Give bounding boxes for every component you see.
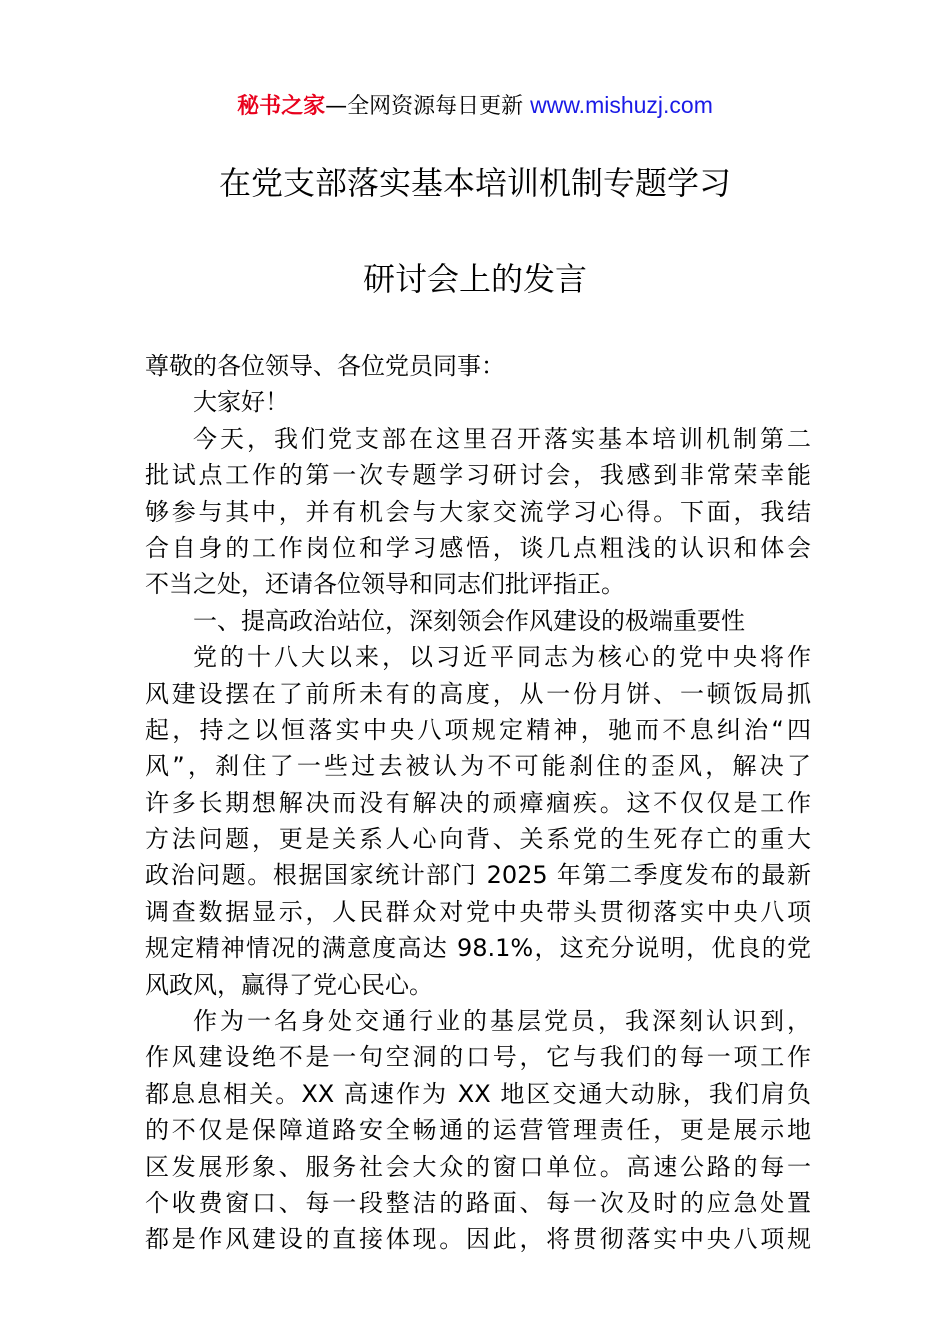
body-line: 今天，我们党支部在这里召开落实基本培训机制第二 [193,424,811,453]
site-brand: 秘书之家 [237,94,326,119]
site-tagline: —全网资源每日更新 [325,94,531,119]
body-line: 一、提高政治站位，深刻领会作风建设的极端重要性 [193,606,745,635]
document-title-line-1: 在党支部落实基本培训机制专题学习 [218,164,731,202]
body-line: 都是作风建设的直接体现。因此，将贯彻落实中央八项规 [145,1225,811,1254]
body-line: 许多长期想解决而没有解决的顽瘴痼疾。这不仅仅是工作 [145,788,811,817]
body-line: 风建设摆在了前所未有的高度，从一份月饼、一顿饭局抓 [145,679,811,708]
body-line: 风政风，赢得了党心民心。 [145,970,433,999]
body-line: 个收费窗口、每一段整洁的路面、每一次及时的应急处置 [145,1188,811,1217]
body-line: 规定精神情况的满意度高达 98.1%，这充分说明，优良的党 [145,934,811,963]
body-line: 作为一名身处交通行业的基层党员，我深刻认识到， [193,1007,811,1036]
body-line: 尊敬的各位领导、各位党员同事： [145,352,505,380]
body-line: 作风建设绝不是一句空洞的口号，它与我们的每一项工作 [145,1043,811,1072]
site-url-link[interactable]: www.mishuzj.com [530,92,713,118]
document-title-line-2: 研讨会上的发言 [362,260,587,298]
body-line: 党的十八大以来，以习近平同志为核心的党中央将作 [193,643,811,672]
body-line: 方法问题，更是关系人心向背、关系党的生死存亡的重大 [145,825,811,854]
body-line: 都息息相关。XX 高速作为 XX 地区交通大动脉，我们肩负 [145,1079,811,1108]
body-line: 够参与其中，并有机会与大家交流学习心得。下面，我结 [145,497,811,526]
body-line: 不当之处，还请各位领导和同志们批评指正。 [145,570,625,599]
body-line: 合自身的工作岗位和学习感悟，谈几点粗浅的认识和体会 [145,533,811,562]
body-line: 政治问题。根据国家统计部门 2025 年第二季度发布的最新 [145,861,811,890]
body-line: 起，持之以恒落实中央八项规定精神，驰而不息纠治“四 [145,715,811,744]
body-line: 的不仅是保障道路安全畅通的运营管理责任，更是展示地 [145,1116,811,1145]
body-line: 调查数据显示，人民群众对党中央带头贯彻落实中央八项 [145,897,811,926]
body-line: 批试点工作的第一次专题学习研讨会，我感到非常荣幸能 [145,461,811,490]
body-line: 区发展形象、服务社会大众的窗口单位。高速公路的每一 [145,1152,811,1181]
body-line: 风”，刹住了一些过去被认为不可能刹住的歪风，解决了 [145,752,811,781]
document-body [145,348,811,1258]
body-line: 大家好！ [193,388,289,417]
site-header [0,90,950,122]
